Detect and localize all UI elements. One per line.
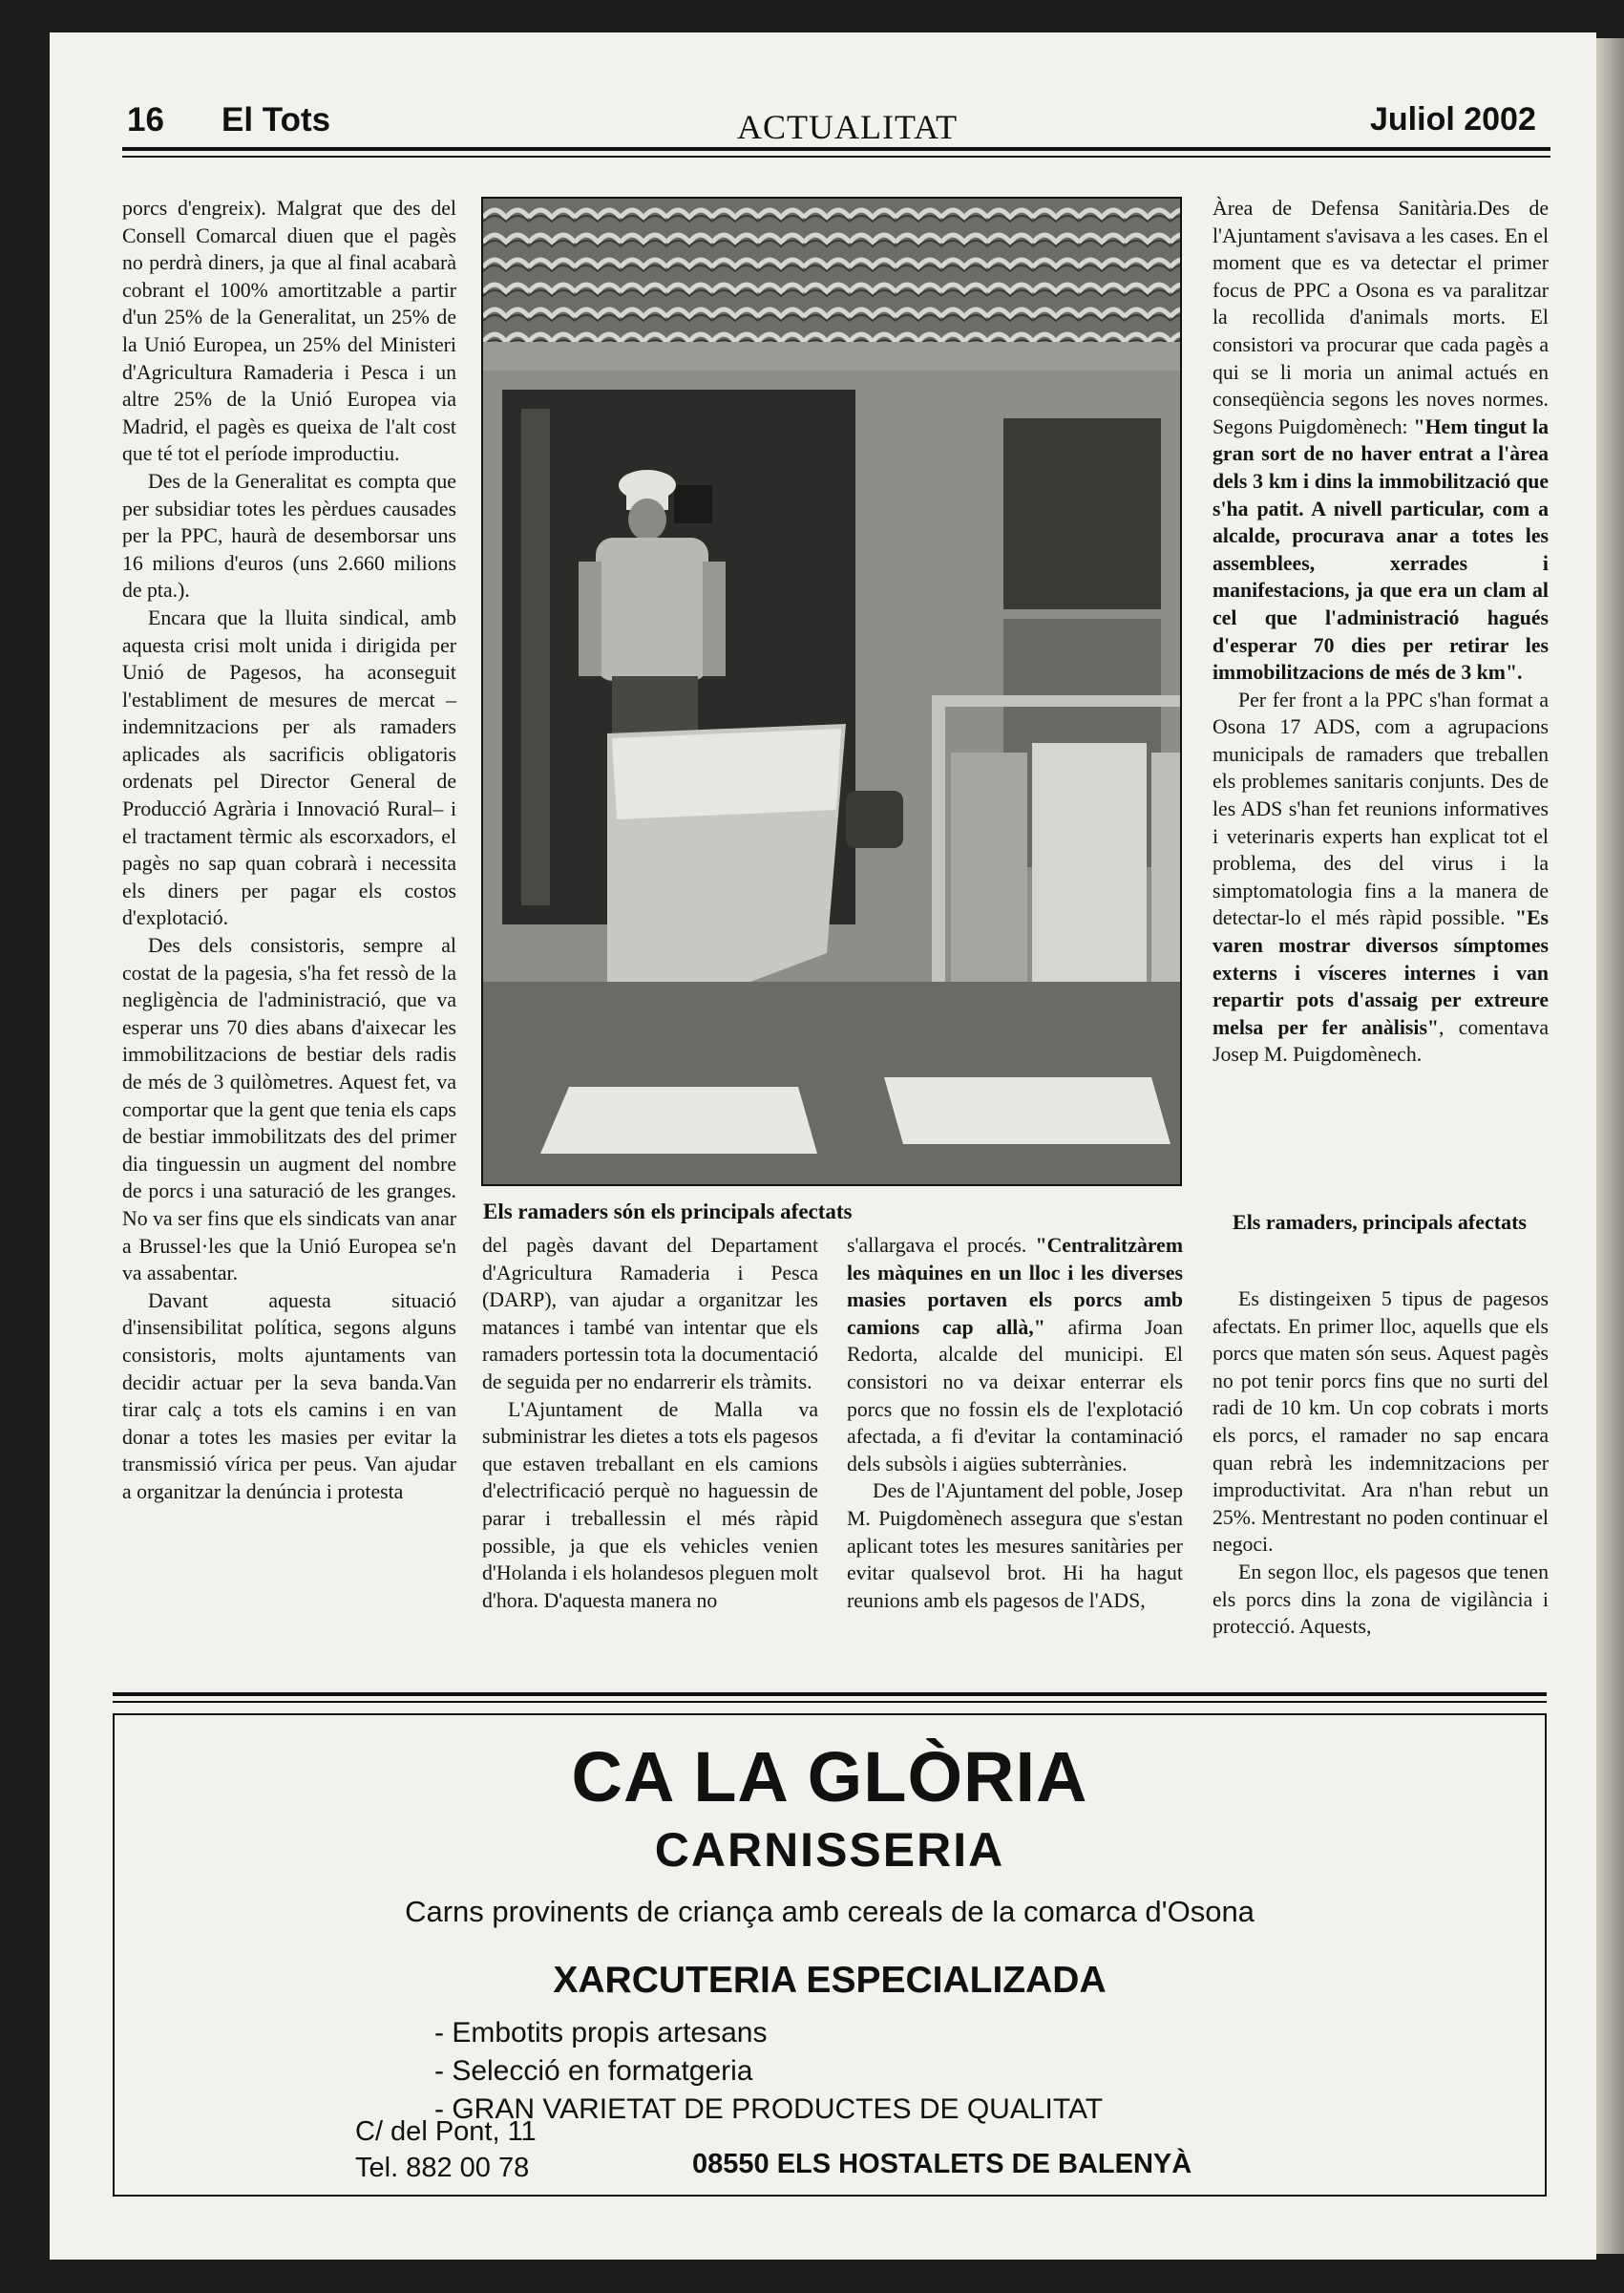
farmer-wheelbarrow-image (483, 199, 1180, 1184)
photo-caption: Els ramaders són els principals afectats (483, 1200, 853, 1223)
issue-date: Juliol 2002 (1370, 101, 1536, 138)
paragraph (1213, 195, 1549, 687)
ad-shop-type: CARNISSERIA (654, 1823, 1005, 1877)
section-title: ACTUALITAT (737, 108, 959, 146)
quote: "Centralitzàrem les màquines en un lloc i les diverses masies portaven els porcs amb camions cap allà," (847, 1234, 1183, 1339)
paragraph: Des de la Generalitat es compta que per subsidiar totes les pèrdues causades per la PPC, haurà de desemborsar uns 16 milions d'euros (uns 2.660 milions de pta.). (122, 469, 456, 603)
ad-address: C/ del Pont, 11 (355, 2116, 537, 2147)
article-column-4-continued (1213, 1285, 1549, 1641)
text: Àrea de Defensa Sanitària.Des de l'Ajuntament s'avisava a les cases. En el moment que es va detectar el primer focus de PPC a Osona es va paralitzar la recollida d'animals morts. El consistori va procurar que cada pagès a qui se li moria un animal actués en conseqüència segons les noves normes. Segons Puigdomènech: (1213, 197, 1549, 438)
paragraph: Encara que la lluita sindical, amb aquesta crisi molt unida i dirigida per Unió de Pagesos, ha aconseguit l'establiment de mesures de mercat –indemnitzacions per als ramaders aplicades als sacrificis obligatoris ordenats pel Director General de Producció Agrària i Innovació Rural– i el tractament tèrmic als escorxadors, el pagès no sap quan cobrarà i necessita els diners per pagar els costos d'explotació. (122, 605, 456, 930)
publication-name: El Tots (221, 101, 331, 138)
ad-item: - Embotits propis artesans (434, 2017, 768, 2049)
ad-shop-name: CA LA GLÒRIA (571, 1737, 1088, 1816)
article-column-2 (482, 1232, 818, 1614)
ad-phone: Tel. 882 00 78 (355, 2153, 530, 2183)
text: s'allargava el procés. (847, 1234, 1036, 1257)
quote: "Hem tingut la gran sort de no haver entrat a l'àrea dels 3 km i dins la immobilització que s'ha patit. A nivell particular, com a alcalde, procurava anar a totes les assemblees, xerrades i manifestacions, ja que era un clam al cel que l'administració hagués d'esperar 70 dies per retirar les immobilitzacions de més de 3 km". (1213, 414, 1549, 685)
subheading: Els ramaders, principals afectats (1233, 1210, 1527, 1234)
header-rule-top (122, 147, 1550, 151)
article-column-1 (122, 195, 456, 1506)
article-photo (481, 197, 1182, 1186)
ad-tagline: Carns provinents de criança amb cereals de la comarca d'Osona (405, 1895, 1255, 1928)
paragraph (847, 1232, 1183, 1477)
ad-city: 08550 ELS HOSTALETS DE BALENYÀ (692, 2149, 1192, 2179)
paragraph: Des dels consistoris, sempre al costat de la pagesia, s'ha fet ressò de la negligència de l'administració, que va esperar uns 70 dies abans d'aixecar les immobilitzacions de bestiar dels radis de més de 3 quilòmetres. Aquest fet, va comportar que la gent que tenia els caps de bestiar immobilitzats des del primer dia tinguessin un augment del nombre de porcs i una saturació de les granges. No va ser fins que els sindicats van anar a Brussel·les que la Unió Europea se'n va assabentar. (122, 934, 456, 1285)
ad-rule-bottom (113, 1701, 1547, 1703)
quote: "Es varen mostrar diversos símptomes externs i vísceres internes i van repartir pots d'assaig per extreure melsa per fer anàlisis" (1213, 906, 1549, 1039)
text: , comentava Josep M. Puigdomènech. (1213, 1015, 1549, 1067)
page-number: 16 (127, 101, 164, 138)
paragraph: Des de l'Ajuntament del poble, Josep M. Puigdomènech assegura que s'estan aplicant totes les mesures sanitàries per evitar qualsevol brot. Hi ha hagut reunions amb els pagesos de l'ADS, (847, 1479, 1183, 1612)
ad-specialty: XARCUTERIA ESPECIALIZADA (553, 1960, 1107, 2001)
paragraph: del pagès davant del Departament d'Agricultura Ramaderia i Pesca (DARP), van ajudar a organitzar les matances i també van intentar que els ramaders portessin tota la documentació de seguida per no endarrerir els tràmits. (482, 1234, 818, 1393)
paragraph: porcs d'engreix). Malgrat que des del Consell Comarcal diuen que el pagès no perdrà diners, ja que al final acabarà cobrant el 100% amortitzable a partir d'un 25% de la Generalitat, un 25% de la Unió Europea, un 25% del Ministeri d'Agricultura Ramaderia i Pesca i un altre 25% de la Unió Europea via Madrid, el pagès es queixa de l'alt cost que té tot el període improductiu. (122, 197, 456, 466)
text: afirma Joan Redorta, alcalde del municipi. El consistori no va deixar enterrar els porcs que no fossin els de l'explotació afectada, a fi d'evitar la contaminació dels subsòls i aigües subterrànies. (847, 1315, 1184, 1476)
page-edge (1596, 38, 1624, 2254)
paragraph: L'Ajuntament de Malla va subministrar les dietes a tots els pagesos que estaven treballant en els camions d'electrificació perquè no haguessin de parar i treballessin el més ràpid possible, ja que els vehicles venien d'Holanda i els holandesos pleguen molt d'hora. D'aquesta manera no (482, 1397, 819, 1612)
ad-item: - Selecció en formatgeria (434, 2055, 753, 2087)
advertisement (113, 1713, 1547, 2197)
article-column-4 (1213, 195, 1549, 1069)
paragraph: Davant aquesta situació d'insensibilitat política, segons alguns consistoris, molts ajuntaments van decidir actuar per la seva banda.Van tirar calç a tots els camins i en van donar a totes les masies per evitar la transmissió vírica per peus. Van ajudar a organitzar la denúncia i protesta (122, 1288, 456, 1503)
header-rule-bottom (122, 156, 1550, 158)
paragraph: En segon lloc, els pagesos que tenen els porcs dins la zona de vigilància i protecció. Aquests, (1213, 1560, 1549, 1639)
ad-rule-top (113, 1692, 1547, 1696)
article-column-3 (847, 1232, 1183, 1614)
text: Per fer front a la PPC s'han format a Osona 17 ADS, com a agrupacions municipals de ramaders que treballen els problemes sanitaris conjunts. Des de les ADS s'han fet reunions informatives i veterinaris experts han explicat tot el problema, des del virus i la simptomatologia fins a la manera de detectar-lo el més ràpid possible. (1213, 688, 1549, 930)
ad-item: - GRAN VARIETAT DE PRODUCTES DE QUALITAT (434, 2093, 1104, 2125)
paragraph: Es distingeixen 5 tipus de pagesos afectats. En primer lloc, aquells que els porcs que maten són seus. Aquest pagès no pot tenir porcs fins que no surti del radi de 10 km. Un cop cobrats i morts els porcs, el ramader no sap encara quan rebrà les indemnitzacions per improductivitat. Ara n'han rebut un 25%. Mentrestant no poden continuar el negoci. (1213, 1287, 1549, 1557)
paragraph (1213, 687, 1549, 1069)
